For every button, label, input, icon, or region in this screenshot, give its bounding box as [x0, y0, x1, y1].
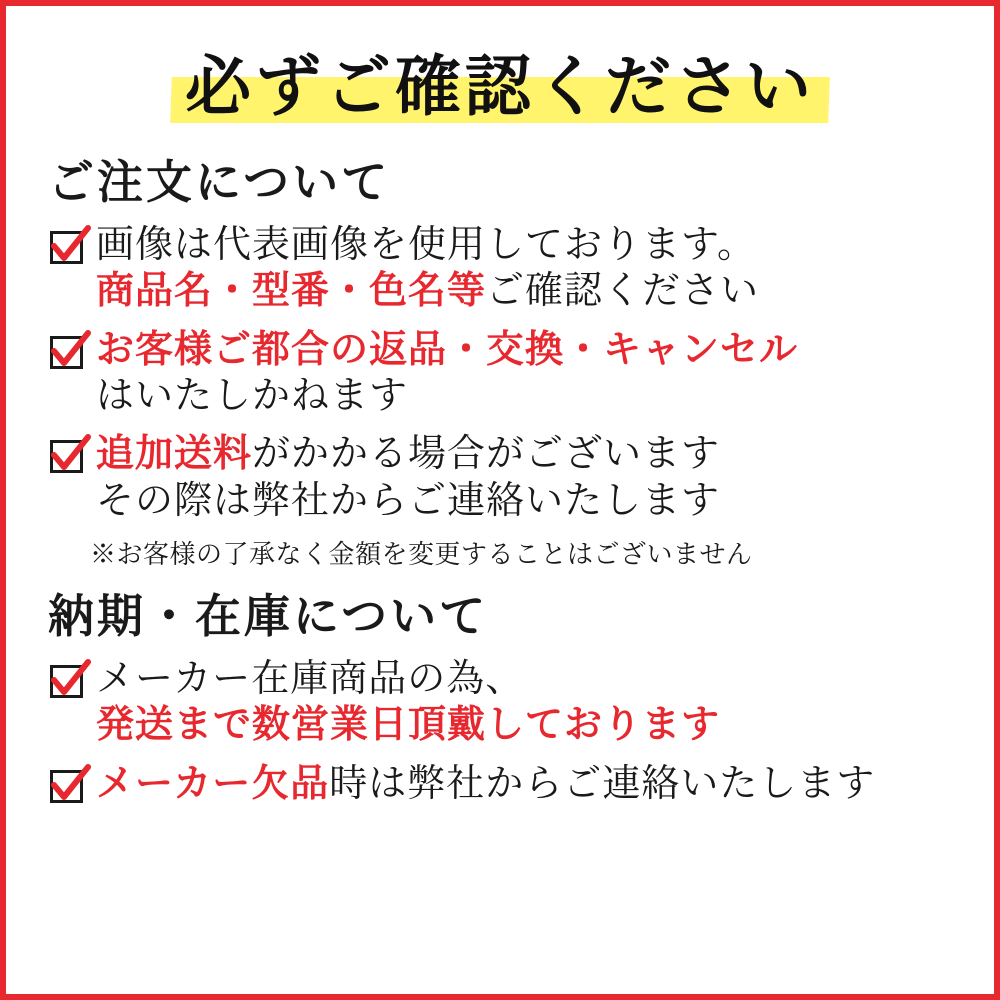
section-heading-orders: ご注文について [48, 156, 391, 208]
checkmark-icon [48, 228, 88, 268]
section-heading-delivery: 納期・在庫について [48, 590, 489, 642]
list-item-lines [96, 327, 960, 420]
list-item-line [96, 431, 960, 477]
notice-content [6, 6, 994, 994]
page-title-wrap [40, 50, 960, 129]
list-item [48, 222, 960, 315]
list-item [48, 761, 960, 807]
plain-text: 時は弊社からご連絡いたします [329, 762, 876, 805]
list-item-lines [96, 222, 960, 315]
list-item [48, 656, 960, 749]
list-item-line: 発送まで数営業日頂戴しております [96, 704, 721, 747]
list-item-line: お客様ご都合の返品・交換・キャンセル [96, 328, 799, 371]
page-title-text: 必ずご確認ください [185, 51, 815, 124]
list-item [48, 431, 960, 524]
list-item-line: メーカー在庫商品の為、 [96, 658, 525, 701]
emphasis-text: 追加送料 [96, 433, 253, 476]
list-item-line: その際は弊社からご連絡いたします [96, 479, 721, 522]
checkmark-icon [48, 333, 88, 373]
list-item-lines [96, 656, 960, 749]
emphasis-text: 商品名・型番・色名等 [96, 270, 487, 313]
list-item-line: 画像は代表画像を使用しております。 [96, 223, 756, 266]
checkmark-icon [48, 437, 88, 477]
plain-text: がかかる場合がございます [252, 433, 721, 476]
page-title [171, 50, 829, 129]
plain-text: ご確認ください [486, 270, 760, 313]
list-item-line [96, 761, 960, 807]
list-item-lines [96, 761, 960, 807]
checkmark-icon [48, 662, 88, 702]
list-item-lines [96, 431, 960, 524]
footnote: ※お客様の了承なく金額を変更することはございません [90, 539, 753, 569]
list-item [48, 327, 960, 420]
list-item-line [96, 268, 960, 314]
emphasis-text: メーカー欠品 [96, 762, 330, 805]
checkmark-icon [48, 767, 88, 807]
list-item-line: はいたしかねます [96, 374, 409, 417]
